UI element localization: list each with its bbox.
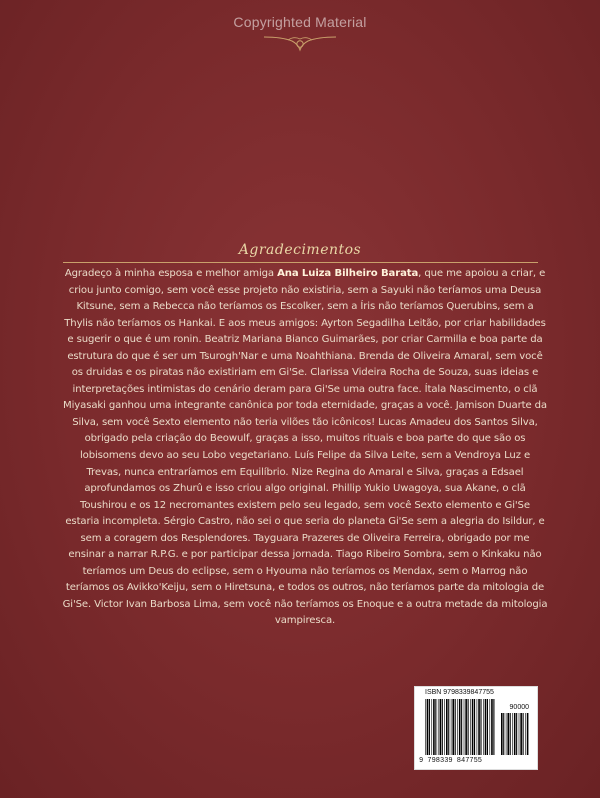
barcode-bar xyxy=(507,713,509,755)
barcode-bar xyxy=(491,699,493,755)
barcode-bar xyxy=(431,699,432,755)
copyright-watermark: Copyrighted Material xyxy=(233,14,367,30)
barcode-bar xyxy=(483,699,484,755)
barcode-bars xyxy=(425,699,495,755)
barcode-bar xyxy=(468,699,469,755)
barcode-bar xyxy=(490,699,491,755)
barcode-bar xyxy=(427,699,429,755)
barcode-bar xyxy=(510,713,511,755)
barcode-bar xyxy=(429,699,430,755)
section-title: Agradecimentos xyxy=(238,242,362,258)
barcode-bar xyxy=(478,699,480,755)
barcode-bar xyxy=(461,699,462,755)
barcode-bar xyxy=(520,713,522,755)
barcode-bar xyxy=(525,713,526,755)
barcode-bar xyxy=(503,713,504,755)
barcode-bar xyxy=(519,713,520,755)
isbn-digits: 9 798339 847755 xyxy=(419,757,483,765)
barcode-bar xyxy=(435,699,436,755)
barcode-bar xyxy=(455,699,456,755)
barcode-bar xyxy=(452,699,454,755)
paragraph-body: , que me apoiou a criar, e criou junto comigo, sem você esse projeto não existiria, sem a Sayuki não teríamos uma Deusa Kitsune, sem a Rebecca não teríamos os Escolker, sem a Íris não teríamos Querubins, sem a Thylis não teríamos os Hankai. E aos meus amigos: Ayrton Segadilha Leitão, por criar habilidades e sugerir o que é um ronin. Beatriz Mariana Bianco Guimarães, por criar Carmilla e boa parte da estrutura do que é ser um Tsurogh'Nar e uma Noahthiana. Brenda de Oliveira Amaral, sem você os druidas e os piratas não existiriam em Gi'Se. Clarissa Videira Rocha de Souza, suas ideias e interpretações intimistas do cenário deram para Gi'Se uma outra face. Ítala Nascimento, o clã Miyasaki ganhou uma integrante canônica por toda eternidade, graças a você. Jamison Duarte da Silva, sem você Sexto elemento não teria vilões tão icônicos! Lucas Amadeu dos Santos Silva, obrigado pela criação do Beowulf, graças a isso, muitos rituais e boa parte do que são os lobisomens devo ao seu Lobo vegetariano. Luís Felipe da Silva Leite, sem a Vendroya Luz e Trevas, nunca entraríamos em Equilíbrio. Nize Regina do Amaral e Silva, graças a Edsael aprofundamos os Zhurû e isso criou algo original. Phillip Yukio Uwagoya, sua Akane, o clã Toushirou e os 12 necromantes existem pelo seu legado, sem você Sexto elemento e Gi'Se estaria incompleta. Sérgio Castro, não sei o que seria do planeta Gi'Se sem a alegria do Isildur, e sem a coragem dos Resplendores. Tayguara Prazeres de Oliveira Ferreira, obrigado por me ensinar a narrar R.P.G. e por participar dessa jornada. Tiago Ribeiro Sombra, sem o Kinkaku não teríamos um Deus do eclipse, sem o Hyouma não teríamos os Mendax, sem o Marrog não teríamos os Avikko'Keiju, sem o Hiretsuna, e todos os outros, não teríamos parte da mitologia de Gi'Se. Victor Ivan Barbosa Lima, sem você não teríamos os Enoque e a outra metade da mitologia vampiresca. xyxy=(62,268,548,627)
barcode-addon-bars xyxy=(501,713,529,755)
barcode-bar xyxy=(472,699,474,755)
isbn-label: ISBN 9798339847755 xyxy=(425,689,494,696)
barcode-bar xyxy=(459,699,461,755)
barcode-bar xyxy=(448,699,449,755)
barcode-bar xyxy=(457,699,458,755)
barcode-bar xyxy=(527,713,529,755)
barcode-bar xyxy=(493,699,494,755)
barcode-bar xyxy=(470,699,471,755)
barcode-bar xyxy=(512,713,513,755)
barcode-bar xyxy=(514,713,516,755)
barcode-bar xyxy=(516,713,517,755)
barcode-bar xyxy=(442,699,443,755)
barcode-bar xyxy=(477,699,478,755)
barcode-bar xyxy=(446,699,448,755)
barcode-bar xyxy=(480,699,481,755)
barcode-bar xyxy=(464,699,465,755)
barcode-bar xyxy=(438,699,439,755)
acknowledgements-paragraph xyxy=(62,266,548,630)
barcode-bar xyxy=(485,699,487,755)
ornament-icon xyxy=(262,33,338,53)
wife-name: Ana Luiza Bilheiro Barata xyxy=(277,268,419,279)
barcode-bar xyxy=(465,699,467,755)
barcode-bar xyxy=(444,699,445,755)
barcode-bar xyxy=(440,699,442,755)
barcode-bar xyxy=(487,699,488,755)
barcode-bar xyxy=(523,713,524,755)
price-code: 90000 xyxy=(509,704,529,711)
barcode-bar xyxy=(474,699,475,755)
isbn-barcode xyxy=(414,686,538,770)
barcode-bar xyxy=(425,699,426,755)
barcode-bar xyxy=(506,713,507,755)
title-divider xyxy=(63,262,538,263)
barcode-bar xyxy=(451,699,452,755)
barcode-bar xyxy=(501,713,503,755)
barcode-bar xyxy=(433,699,435,755)
paragraph-intro: Agradeço à minha esposa e melhor amiga xyxy=(64,268,278,279)
